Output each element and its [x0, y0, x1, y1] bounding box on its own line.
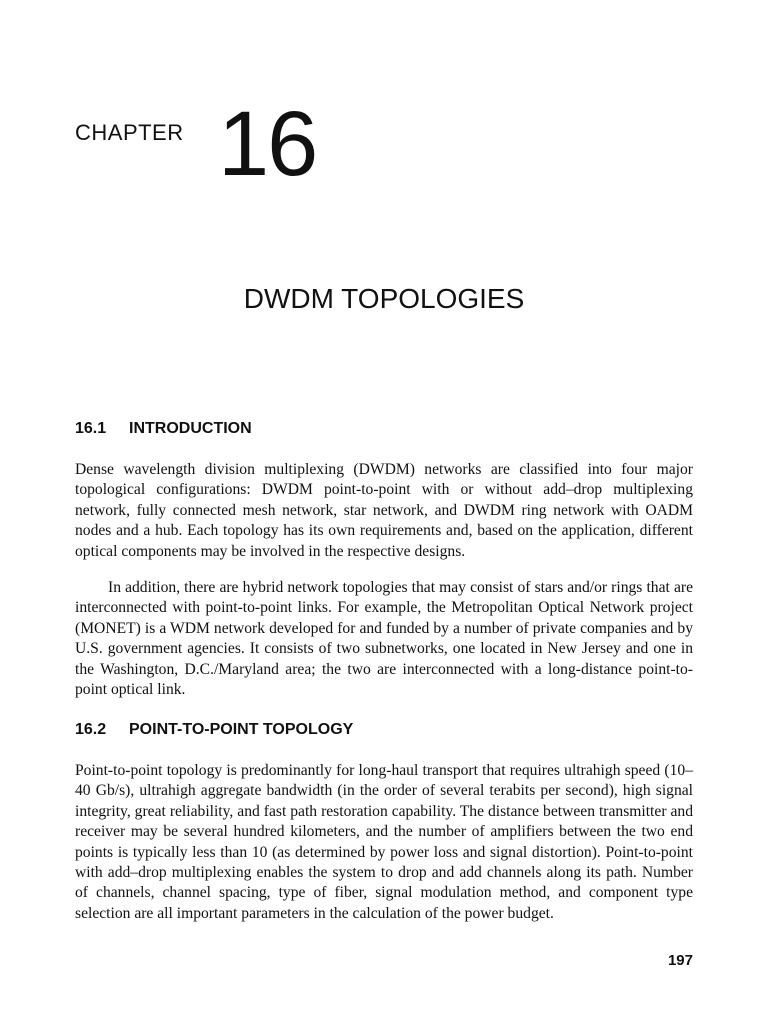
page-number: 197	[667, 952, 693, 969]
chapter-label: CHAPTER	[75, 120, 184, 145]
paragraph: In addition, there are hybrid network topologies that may consist of stars and/or rings that are interconnected with point-to-point links. For example, the Metropolitan Optical Network project (MONET) is a WDM network developed for and funded by a number of private companies and by U.S. government agencies. It consists of two subnetworks, one located in New Jersey and one in the Washington, D.C./Maryland area; the two are interconnected with a long-distance point-to-point optical link.	[75, 579, 693, 699]
chapter-number: 16	[218, 93, 317, 195]
paragraph: Dense wavelength division multiplexing (DWDM) networks are classified into four major topological configurations: DWDM point-to-point with or without add–drop multiplexing network, fully connected mesh network, star network, and DWDM ring network with OADM nodes and a hub. Each topology has its own requirements and, based on the application, different optical components may be involved in the respective designs.	[75, 461, 693, 560]
section-heading-introduction	[75, 420, 252, 438]
section-number: 16.2	[75, 721, 107, 738]
paragraph: Point-to-point topology is predominantly for long-haul transport that requires ultrahigh speed (10–40 Gb/s), ultrahigh aggregate bandwidth (in the order of several terabits per second), high signal integrity, great reliability, and fast path restoration capability. The distance between transmitter and receiver may be several hundred kilometers, and the number of amplifiers between the two end points is typically less than 10 (as determined by power loss and signal distortion). Point-to-point with add–drop multiplexing enables the system to drop and add channels along its path. Number of channels, channel spacing, type of fiber, signal modulation method, and component type selection are all important parameters in the calculation of the power budget.	[75, 762, 693, 922]
chapter-title: DWDM TOPOLOGIES	[243, 283, 525, 314]
section-number: 16.1	[75, 420, 107, 437]
section-title: POINT-TO-POINT TOPOLOGY	[129, 721, 354, 738]
section-heading-point-to-point	[75, 721, 353, 739]
section-title: INTRODUCTION	[129, 420, 252, 437]
